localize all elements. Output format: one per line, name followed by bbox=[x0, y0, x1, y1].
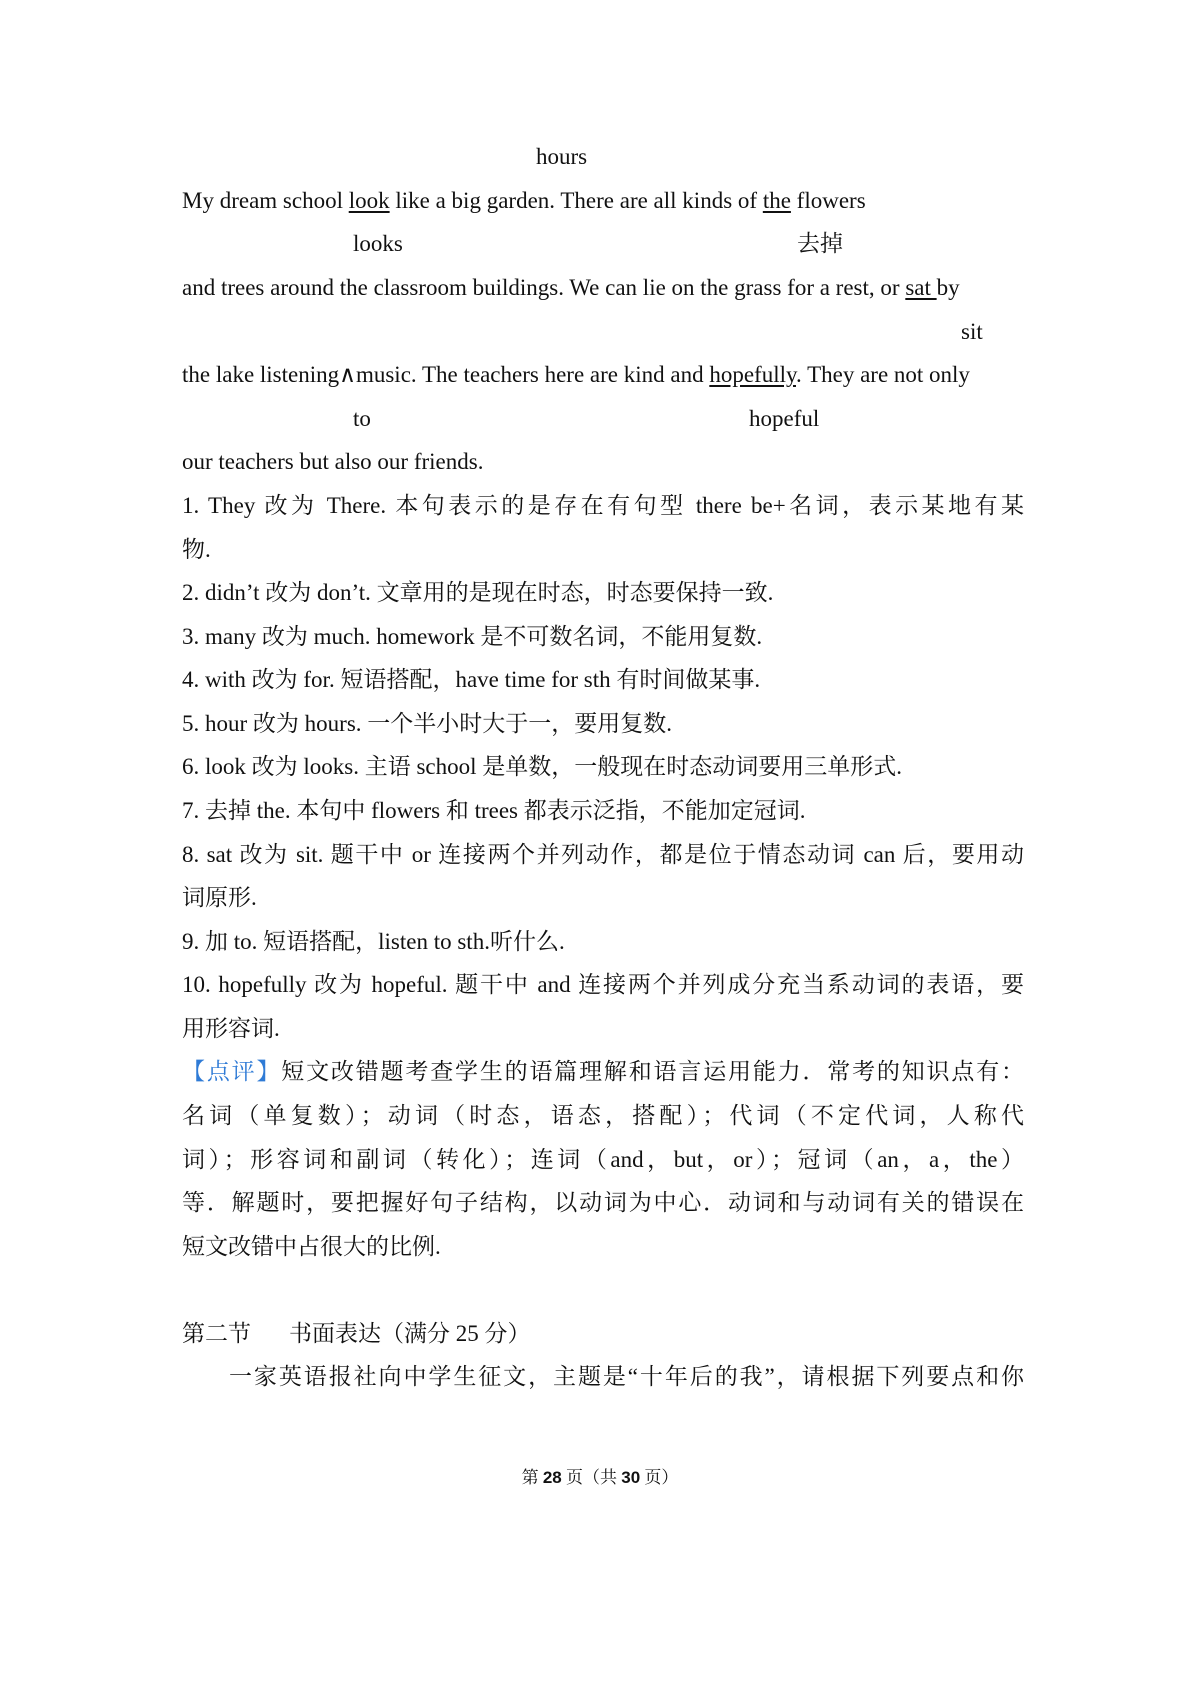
error-the: the bbox=[762, 188, 791, 213]
answer-8: 8. sat 改为 sit. 题干中 or 连接两个并列动作，都是位于情态动词 can 后，要用动 bbox=[182, 842, 1024, 867]
page-total: 30 bbox=[621, 1468, 641, 1487]
answer-5: 5. hour 改为 hours. 一个半小时大于一，要用复数. bbox=[182, 711, 673, 736]
correction-to: to bbox=[353, 406, 371, 431]
answer-10: 10. hopefully 改为 hopeful. 题干中 and 连接两个并列成分充当系动词的表语，要 bbox=[182, 972, 1024, 997]
comment-line-3: 词）；形容词和副词（转化）；连词（and，but，or）；冠词（an，a，the） bbox=[182, 1147, 1024, 1172]
answer-6: 6. look 改为 looks. 主语 school 是单数，一般现在时态动词要用三单形式. bbox=[182, 754, 903, 779]
comment-line-4: 等．解题时，要把握好句子结构，以动词为中心．动词和与动词有关的错误在 bbox=[182, 1190, 1024, 1215]
passage-line-4: our teachers but also our friends. bbox=[182, 449, 484, 474]
section-intro: 一家英语报社向中学生征文，主题是“十年后的我”，请根据下列要点和你 bbox=[229, 1364, 1024, 1389]
answer-7: 7. 去掉 the. 本句中 flowers 和 trees 都表示泛指，不能加定冠词. bbox=[182, 798, 806, 823]
passage-line-2: and trees around the classroom buildings. We can lie on the grass for a rest, or sat by bbox=[182, 275, 960, 300]
section-title: 书面表达（满分 25 分） bbox=[289, 1321, 531, 1346]
error-sat: sat bbox=[905, 275, 937, 300]
answer-8-cont: 词原形. bbox=[182, 885, 257, 910]
answer-3: 3. many 改为 much. homework 是不可数名词，不能用复数. bbox=[182, 624, 763, 649]
correction-sit: sit bbox=[961, 319, 983, 344]
correction-remove: 去掉 bbox=[797, 231, 843, 256]
page-footer: 第 28 页（共 30 页） bbox=[521, 1468, 679, 1487]
comment-line-2: 名词（单复数）；动词（时态，语态，搭配）；代词（不定代词，人称代 bbox=[182, 1103, 1024, 1128]
page-number: 28 bbox=[542, 1468, 562, 1487]
answer-9: 9. 加 to. 短语搭配，listen to sth.听什么. bbox=[182, 929, 565, 954]
comment-line-5: 短文改错中占很大的比例. bbox=[182, 1234, 441, 1259]
answer-10-cont: 用形容词. bbox=[182, 1016, 280, 1041]
answer-2: 2. didn’t 改为 don’t. 文章用的是现在时态，时态要保持一致. bbox=[182, 580, 774, 605]
answer-1-cont: 物. bbox=[182, 537, 211, 562]
error-look: look bbox=[348, 188, 390, 213]
passage-line-1: My dream school look like a big garden. There are all kinds of the flowers bbox=[182, 188, 866, 213]
passage-line-3: the lake listening∧music. The teachers here are kind and hopefully. They are not only bbox=[182, 362, 970, 387]
section-number: 第二节 bbox=[182, 1321, 251, 1346]
correction-hours: hours bbox=[536, 144, 588, 169]
comment-line-1: 【点评】短文改错题考查学生的语篇理解和语言运用能力．常考的知识点有： bbox=[182, 1059, 1025, 1084]
answer-1: 1. They 改为 There. 本句表示的是存在有句型 there be+名词，表示某地有某 bbox=[182, 493, 1024, 518]
answer-4: 4. with 改为 for. 短语搭配，have time for sth 有时间做某事. bbox=[182, 667, 761, 692]
error-hopefully: hopefully bbox=[709, 362, 796, 387]
comment-tag: 【点评】 bbox=[182, 1059, 282, 1084]
correction-looks: looks bbox=[353, 231, 403, 256]
section-heading bbox=[182, 1319, 531, 1349]
correction-hopeful: hopeful bbox=[749, 406, 820, 431]
